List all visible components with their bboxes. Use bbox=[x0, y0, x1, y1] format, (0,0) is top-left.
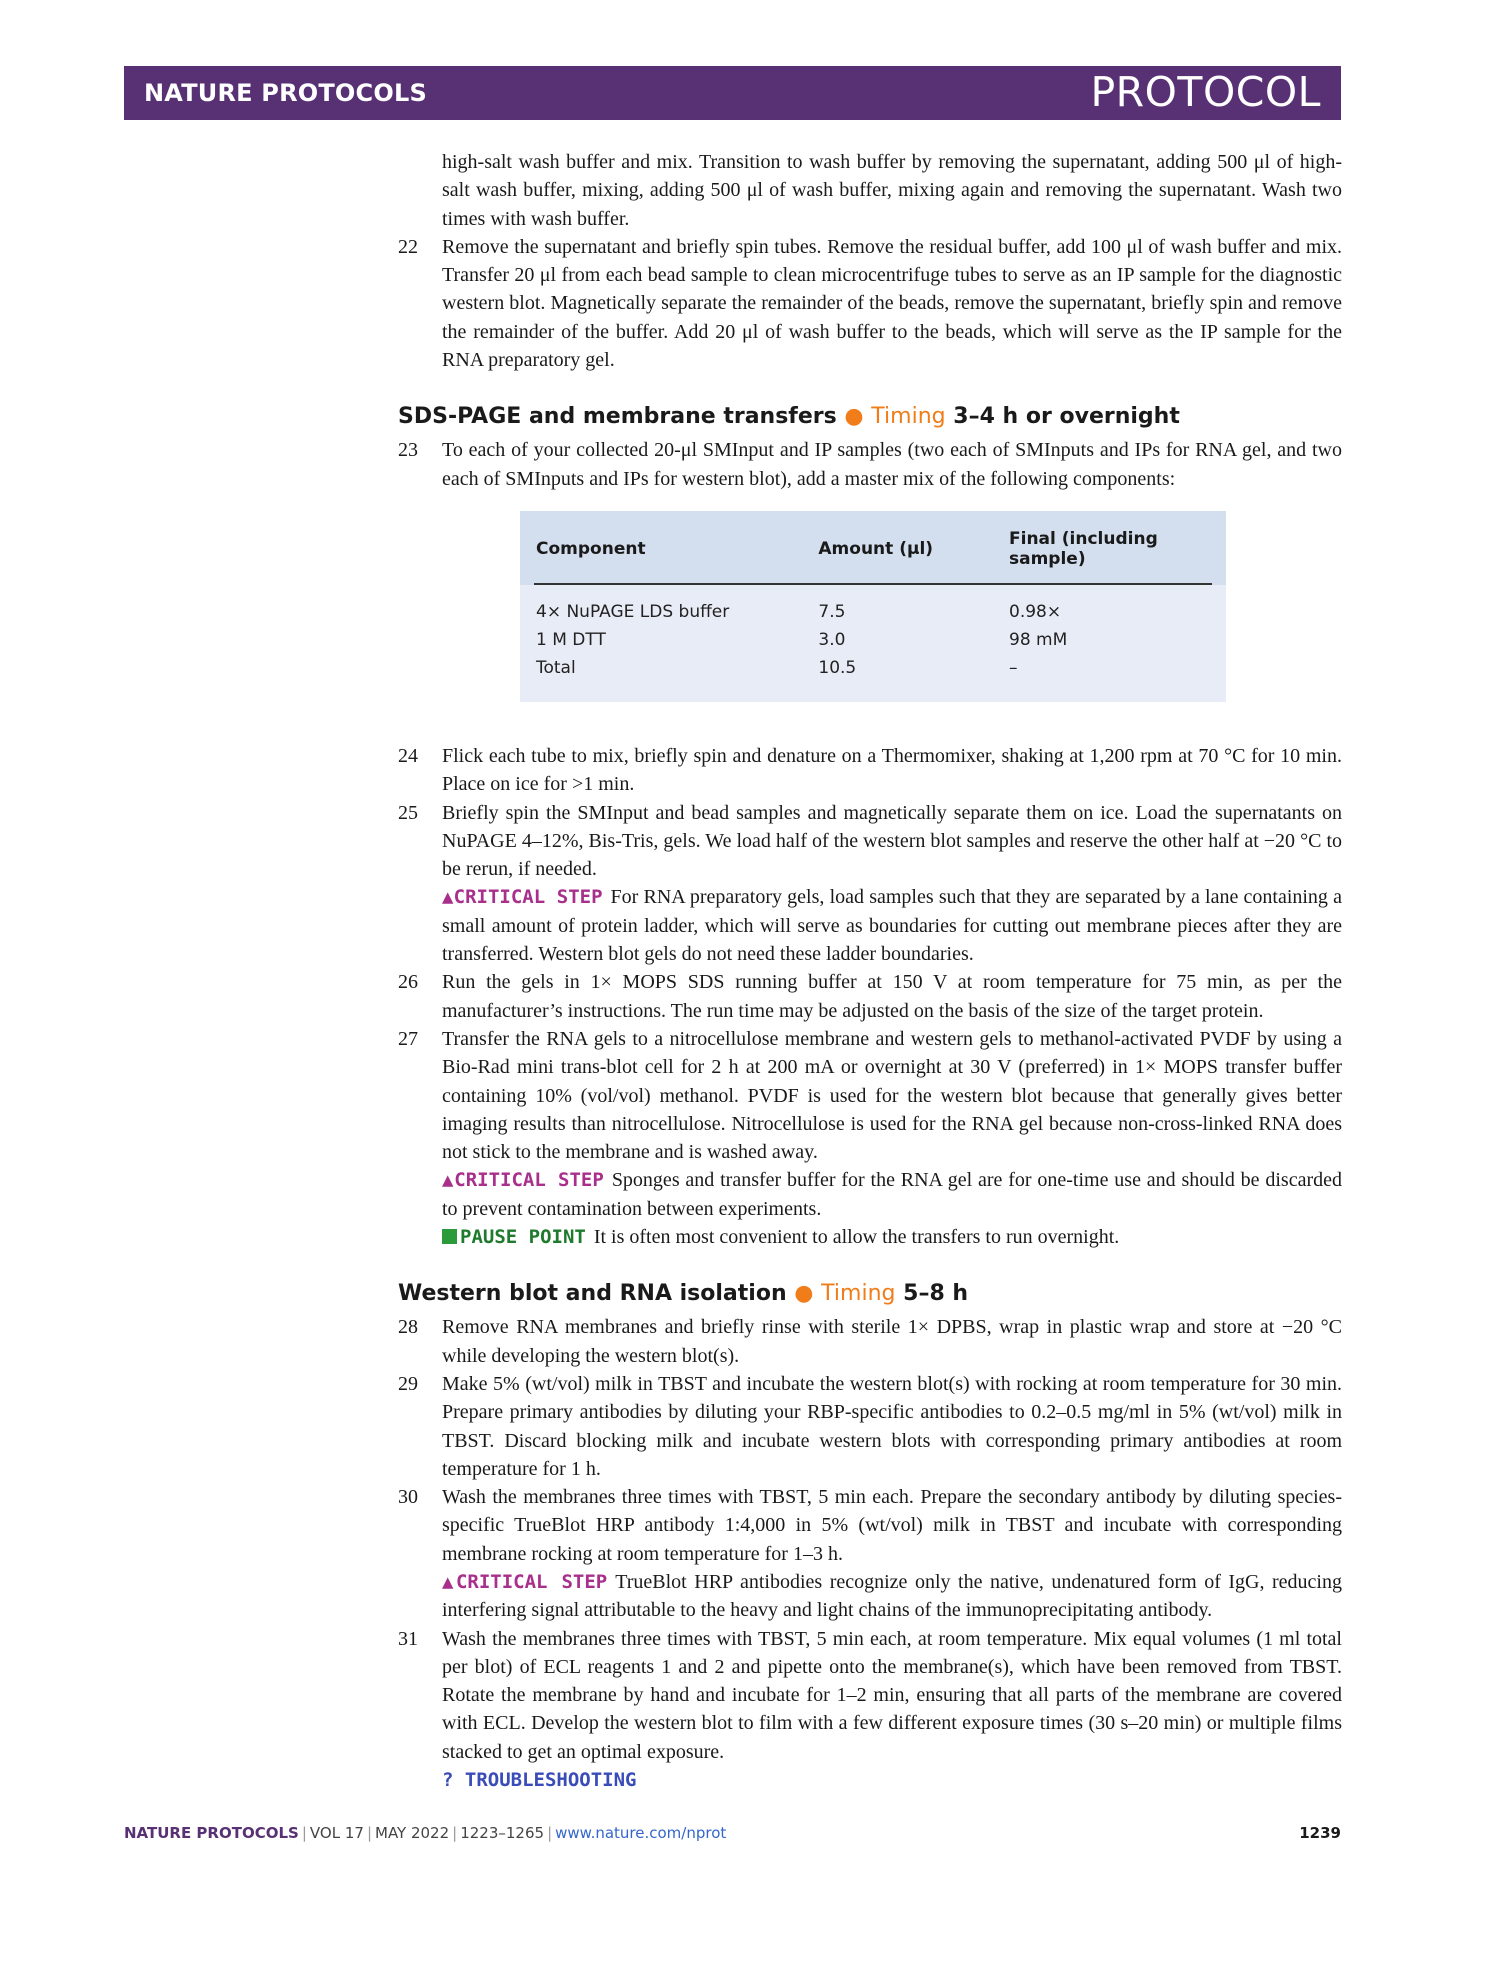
table-cell: 3.0 bbox=[818, 629, 846, 650]
footer-volume: VOL 17 bbox=[309, 1824, 364, 1842]
main-content bbox=[398, 148, 1342, 1794]
page-footer bbox=[124, 1824, 1341, 1842]
footer-date: MAY 2022 bbox=[375, 1824, 450, 1842]
footer-url-link[interactable]: www.nature.com/nprot bbox=[555, 1824, 727, 1842]
step-number: 30 bbox=[398, 1486, 418, 1509]
table-header-amount: Amount (μl) bbox=[802, 511, 993, 583]
critical-step-text: Sponges and transfer buffer for the RNA gel are for one-time use and should be discarded to prevent contamination between experiments. bbox=[442, 1169, 1342, 1220]
table-header-component: Component bbox=[520, 511, 802, 583]
footer-separator: | bbox=[452, 1824, 458, 1842]
pause-point bbox=[398, 1223, 1342, 1251]
continued-paragraph: high-salt wash buffer and mix. Transition to wash buffer by removing the supernatant, adding 500 μl of high-salt wash buffer, mixing, adding 500 μl of wash buffer, mixing again and removing the supernatant. Wash two times with wash buffer. bbox=[442, 151, 1342, 230]
table-cell: 7.5 bbox=[818, 601, 846, 622]
step-27 bbox=[398, 1025, 1342, 1166]
section-heading-western-blot bbox=[398, 1279, 1342, 1309]
step-text: Transfer the RNA gels to a nitrocellulose membrane and western gels to methanol-activated PVDF by using a Bio-Rad mini trans-blot cell for 2 h at 200 mA or overnight at 30 V (preferred) in 1× MOPS transfer buffer containing 10% (vol/vol) methanol. PVDF is used for the western blot because that generally gives better imaging results than nitrocellulose. Nitrocellulose is used for the RNA gel because non-cross-linked RNA does not stick to the membrane and is washed away. bbox=[442, 1027, 1342, 1164]
timing-value: 5–8 h bbox=[903, 1281, 969, 1307]
table-cell: 4× NuPAGE LDS buffer bbox=[536, 601, 730, 622]
critical-step bbox=[398, 883, 1342, 968]
step-30 bbox=[398, 1483, 1342, 1568]
critical-step-label: ▲CRITICAL STEP bbox=[442, 1570, 608, 1593]
footer-separator: | bbox=[547, 1824, 553, 1842]
step-text: Briefly spin the SMInput and bead samples and magnetically separate them on ice. Load the supernatants on NuPAGE 4–12%, Bis-Tris, gels. We load half of the western blot samples and reserve the other half at −20 °C to be rerun, if needed. bbox=[442, 801, 1342, 881]
step-number: 23 bbox=[398, 439, 418, 462]
critical-step-text: For RNA preparatory gels, load samples such that they are separated by a lane containing a small amount of protein ladder, which will serve as boundaries for cutting out membrane pieces after they are transferred. Western blot gels do not need these ladder boundaries. bbox=[442, 886, 1342, 966]
footer-separator: | bbox=[366, 1824, 372, 1842]
step-28 bbox=[398, 1313, 1342, 1370]
table-cell: 98 mM bbox=[1009, 629, 1068, 650]
table-cell: 1 M DTT bbox=[536, 629, 606, 650]
footer-journal: NATURE PROTOCOLS bbox=[124, 1824, 299, 1842]
step-text: To each of your collected 20-μl SMInput and IP samples (two each of SMInputs and IPs for RNA gel, and two each of SMInputs and IPs for western blot), add a master mix of the following components: bbox=[442, 439, 1342, 490]
table-cell: Total bbox=[536, 657, 576, 678]
master-mix-table bbox=[520, 511, 1226, 702]
step-text: Run the gels in 1× MOPS SDS running buffer at 150 V at room temperature for 75 min, as per the manufacturer’s instructions. The run time may be adjusted on the basis of the size of the target protein. bbox=[442, 971, 1342, 1022]
step-29 bbox=[398, 1370, 1342, 1483]
step-number: 28 bbox=[398, 1316, 418, 1339]
step-number: 27 bbox=[398, 1027, 418, 1050]
critical-step-text: TrueBlot HRP antibodies recognize only the native, undenatured form of IgG, reducing interfering signal attributable to the heavy and light chains of the immunoprecipitating antibody. bbox=[442, 1570, 1342, 1622]
critical-step bbox=[398, 1568, 1342, 1625]
step-number: 31 bbox=[398, 1627, 418, 1650]
step-text: Flick each tube to mix, briefly spin and denature on a Thermomixer, shaking at 1,200 rpm at 70 °C for 10 min. Place on ice for >1 min. bbox=[442, 744, 1342, 796]
critical-step bbox=[398, 1166, 1342, 1223]
step-number: 24 bbox=[398, 744, 418, 767]
step-24 bbox=[398, 742, 1342, 799]
footer-pages: 1223–1265 bbox=[460, 1824, 545, 1842]
table-header-final: Final (including sample) bbox=[993, 511, 1226, 583]
footer-citation bbox=[124, 1824, 726, 1842]
table-row bbox=[520, 654, 1226, 682]
step-26 bbox=[398, 968, 1342, 1025]
article-type: PROTOCOL bbox=[1090, 68, 1321, 116]
table-row bbox=[520, 626, 1226, 654]
critical-step-label: ▲CRITICAL STEP bbox=[442, 1169, 604, 1192]
step-25 bbox=[398, 799, 1342, 884]
step-text: Make 5% (wt/vol) milk in TBST and incubate the western blot(s) with rocking at room temperature for 30 min. Prepare primary antibodies by diluting your RBP-specific antibodies to 0.2–0.5 mg/ml in 5% (wt/vol) milk in TBST. Discard blocking milk and incubate western blots with corresponding primary antibodies at room temperature for 1 h. bbox=[442, 1372, 1342, 1480]
troubleshooting-label[interactable]: ? TROUBLESHOOTING bbox=[442, 1769, 637, 1792]
table-cell: 10.5 bbox=[818, 657, 857, 678]
step-number: 22 bbox=[398, 235, 418, 258]
pause-point-label bbox=[442, 1226, 586, 1248]
page-number: 1239 bbox=[1299, 1824, 1341, 1842]
table-cell: 0.98× bbox=[1009, 601, 1062, 622]
timing-dot-icon: ● bbox=[794, 1281, 814, 1307]
footer-separator: | bbox=[301, 1824, 307, 1842]
section-title: Western blot and RNA isolation bbox=[398, 1281, 787, 1307]
table-row bbox=[520, 585, 1226, 626]
step-text: Wash the membranes three times with TBST, 5 min each, at room temperature. Mix equal volumes (1 ml total per blot) of ECL reagents 1 and 2 and pipette onto the membrane(s), which have been removed from TBST. Rotate the membrane by hand and incubate for 1–2 min, ensuring that all parts of the membrane are covered with ECL. Develop the western blot to film with a few different exposure times (30 s–20 min) or multiple films stacked to get an optimal exposure. bbox=[442, 1627, 1342, 1763]
timing-dot-icon: ● bbox=[844, 404, 864, 430]
timing-label: Timing bbox=[821, 1281, 896, 1307]
step-text: Remove the supernatant and briefly spin tubes. Remove the residual buffer, add 100 μl of wash buffer and mix. Transfer 20 μl from each bead sample to clean microcentrifuge tubes to serve as an IP sample for the diagnostic western blot. Magnetically separate the remainder of the beads, remove the supernatant, briefly spin and remove the remainder of the buffer. Add 20 μl of wash buffer to the beads, which will serve as the IP sample for the RNA preparatory gel. bbox=[442, 235, 1342, 372]
section-title: SDS-PAGE and membrane transfers bbox=[398, 404, 837, 430]
timing-label: Timing bbox=[871, 404, 946, 430]
critical-step-label: ▲CRITICAL STEP bbox=[442, 886, 603, 909]
step-number: 25 bbox=[398, 801, 418, 824]
journal-name: NATURE PROTOCOLS bbox=[144, 79, 427, 107]
table-cell: – bbox=[1009, 657, 1018, 678]
step-31 bbox=[398, 1625, 1342, 1766]
pause-square-icon bbox=[442, 1229, 457, 1244]
pause-point-text: It is often most convenient to allow the transfers to run overnight. bbox=[593, 1226, 1120, 1249]
troubleshooting-link[interactable] bbox=[398, 1766, 1342, 1794]
step-text: Remove RNA membranes and briefly rinse with sterile 1× DPBS, wrap in plastic wrap and store at −20 °C while developing the western blot(s). bbox=[442, 1316, 1342, 1367]
step-22 bbox=[398, 233, 1342, 374]
step-text: Wash the membranes three times with TBST, 5 min each. Prepare the secondary antibody by diluting species-specific TrueBlot HRP antibody 1:4,000 in 5% (wt/vol) milk in TBST and incubate with corresponding membrane rocking at room temperature for 1–3 h. bbox=[442, 1486, 1342, 1565]
pause-label-text: PAUSE POINT bbox=[460, 1226, 586, 1249]
page-header bbox=[124, 66, 1341, 120]
section-heading-sds-page bbox=[398, 402, 1342, 432]
step-number: 29 bbox=[398, 1372, 418, 1395]
timing-value: 3–4 h or overnight bbox=[953, 404, 1180, 430]
step-23 bbox=[398, 436, 1342, 493]
step-number: 26 bbox=[398, 971, 418, 994]
